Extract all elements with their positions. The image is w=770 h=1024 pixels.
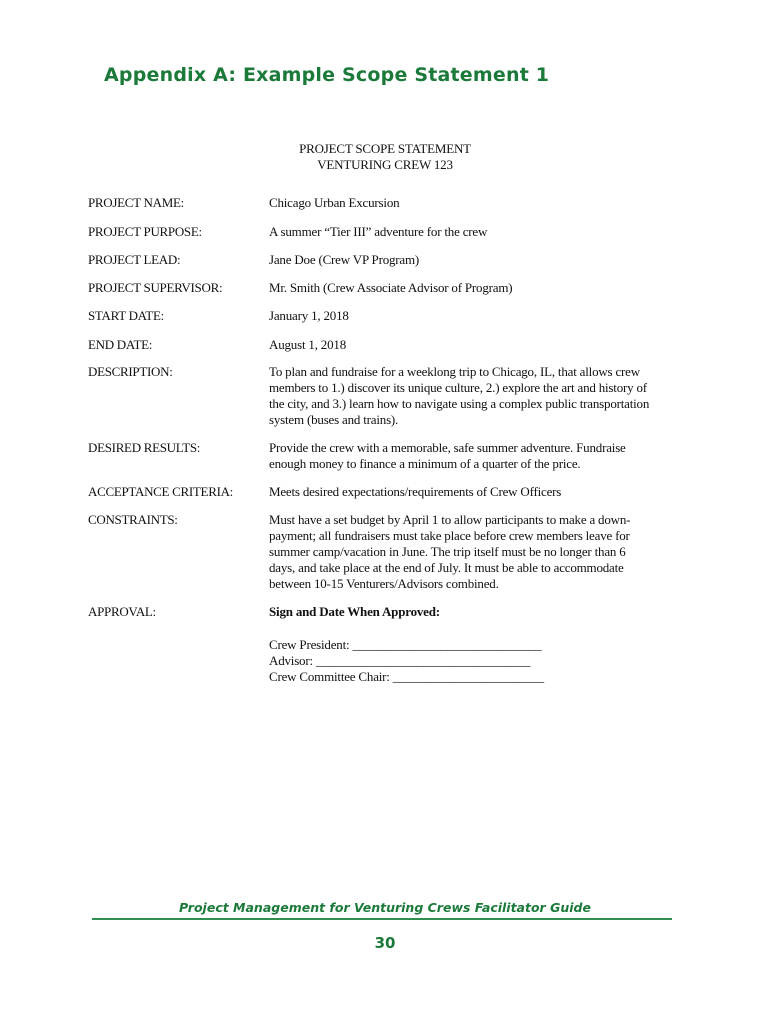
field-value: A summer “Tier III” adventure for the crew [269,224,488,239]
footer-title: Project Management for Venturing Crews Facilitator Guide [179,900,591,915]
field-value: Chicago Urban Excursion [269,195,400,210]
signature-line-crew-president: Crew President: ______________________________ [269,637,542,652]
signature-line-committee-chair: Crew Committee Chair: ________________________ [269,669,544,684]
page-number: 30 [374,934,396,952]
field-label: CONSTRAINTS: [88,512,178,527]
field-label: PROJECT SUPERVISOR: [88,280,223,295]
approval-block [269,604,654,685]
field-value: Jane Doe (Crew VP Program) [269,252,420,267]
signature-line-advisor: Advisor: __________________________________ [269,653,531,668]
field-value: August 1, 2018 [269,337,347,352]
field-label: PROJECT NAME: [88,195,184,210]
heading-line-2: VENTURING CREW 123 [317,157,453,172]
field-label: END DATE: [88,337,153,352]
field-label: START DATE: [88,308,164,323]
field-label: ACCEPTANCE CRITERIA: [88,484,233,499]
document-heading [0,141,770,173]
field-label: DESCRIPTION: [88,364,173,379]
field-label: APPROVAL: [88,604,156,619]
field-value: Provide the crew with a memorable, safe summer adventure. Fundraise enough money to finance a minimum of a quarter of the price. [269,440,626,471]
heading-line-1: PROJECT SCOPE STATEMENT [299,141,471,156]
approval-heading: Sign and Date When Approved: [269,604,440,619]
field-label: PROJECT PURPOSE: [88,224,202,239]
field-value: Mr. Smith (Crew Associate Advisor of Program) [269,280,513,295]
field-label: PROJECT LEAD: [88,252,181,267]
field-value: Meets desired expectations/requirements of Crew Officers [269,484,562,499]
field-value: Must have a set budget by April 1 to allow participants to make a down-payment; all fundraisers must take place before crew members leave for summer camp/vacation in June. The trip itself must be no longer than 6 days, and take place at the end of July. It must be able to accommodate between 10-15 Venturers/Advisors combined. [269,512,631,591]
field-value: To plan and fundraise for a weeklong trip to Chicago, IL, that allows crew members to 1.) discover its unique culture, 2.) explore the art and history of the city, and 3.) learn how to navigate using a complex public transportation system (buses and trains). [269,364,650,427]
footer-divider [92,918,672,920]
field-label: DESIRED RESULTS: [88,440,201,455]
field-value: January 1, 2018 [269,308,349,323]
appendix-title: Appendix A: Example Scope Statement 1 [104,64,550,86]
